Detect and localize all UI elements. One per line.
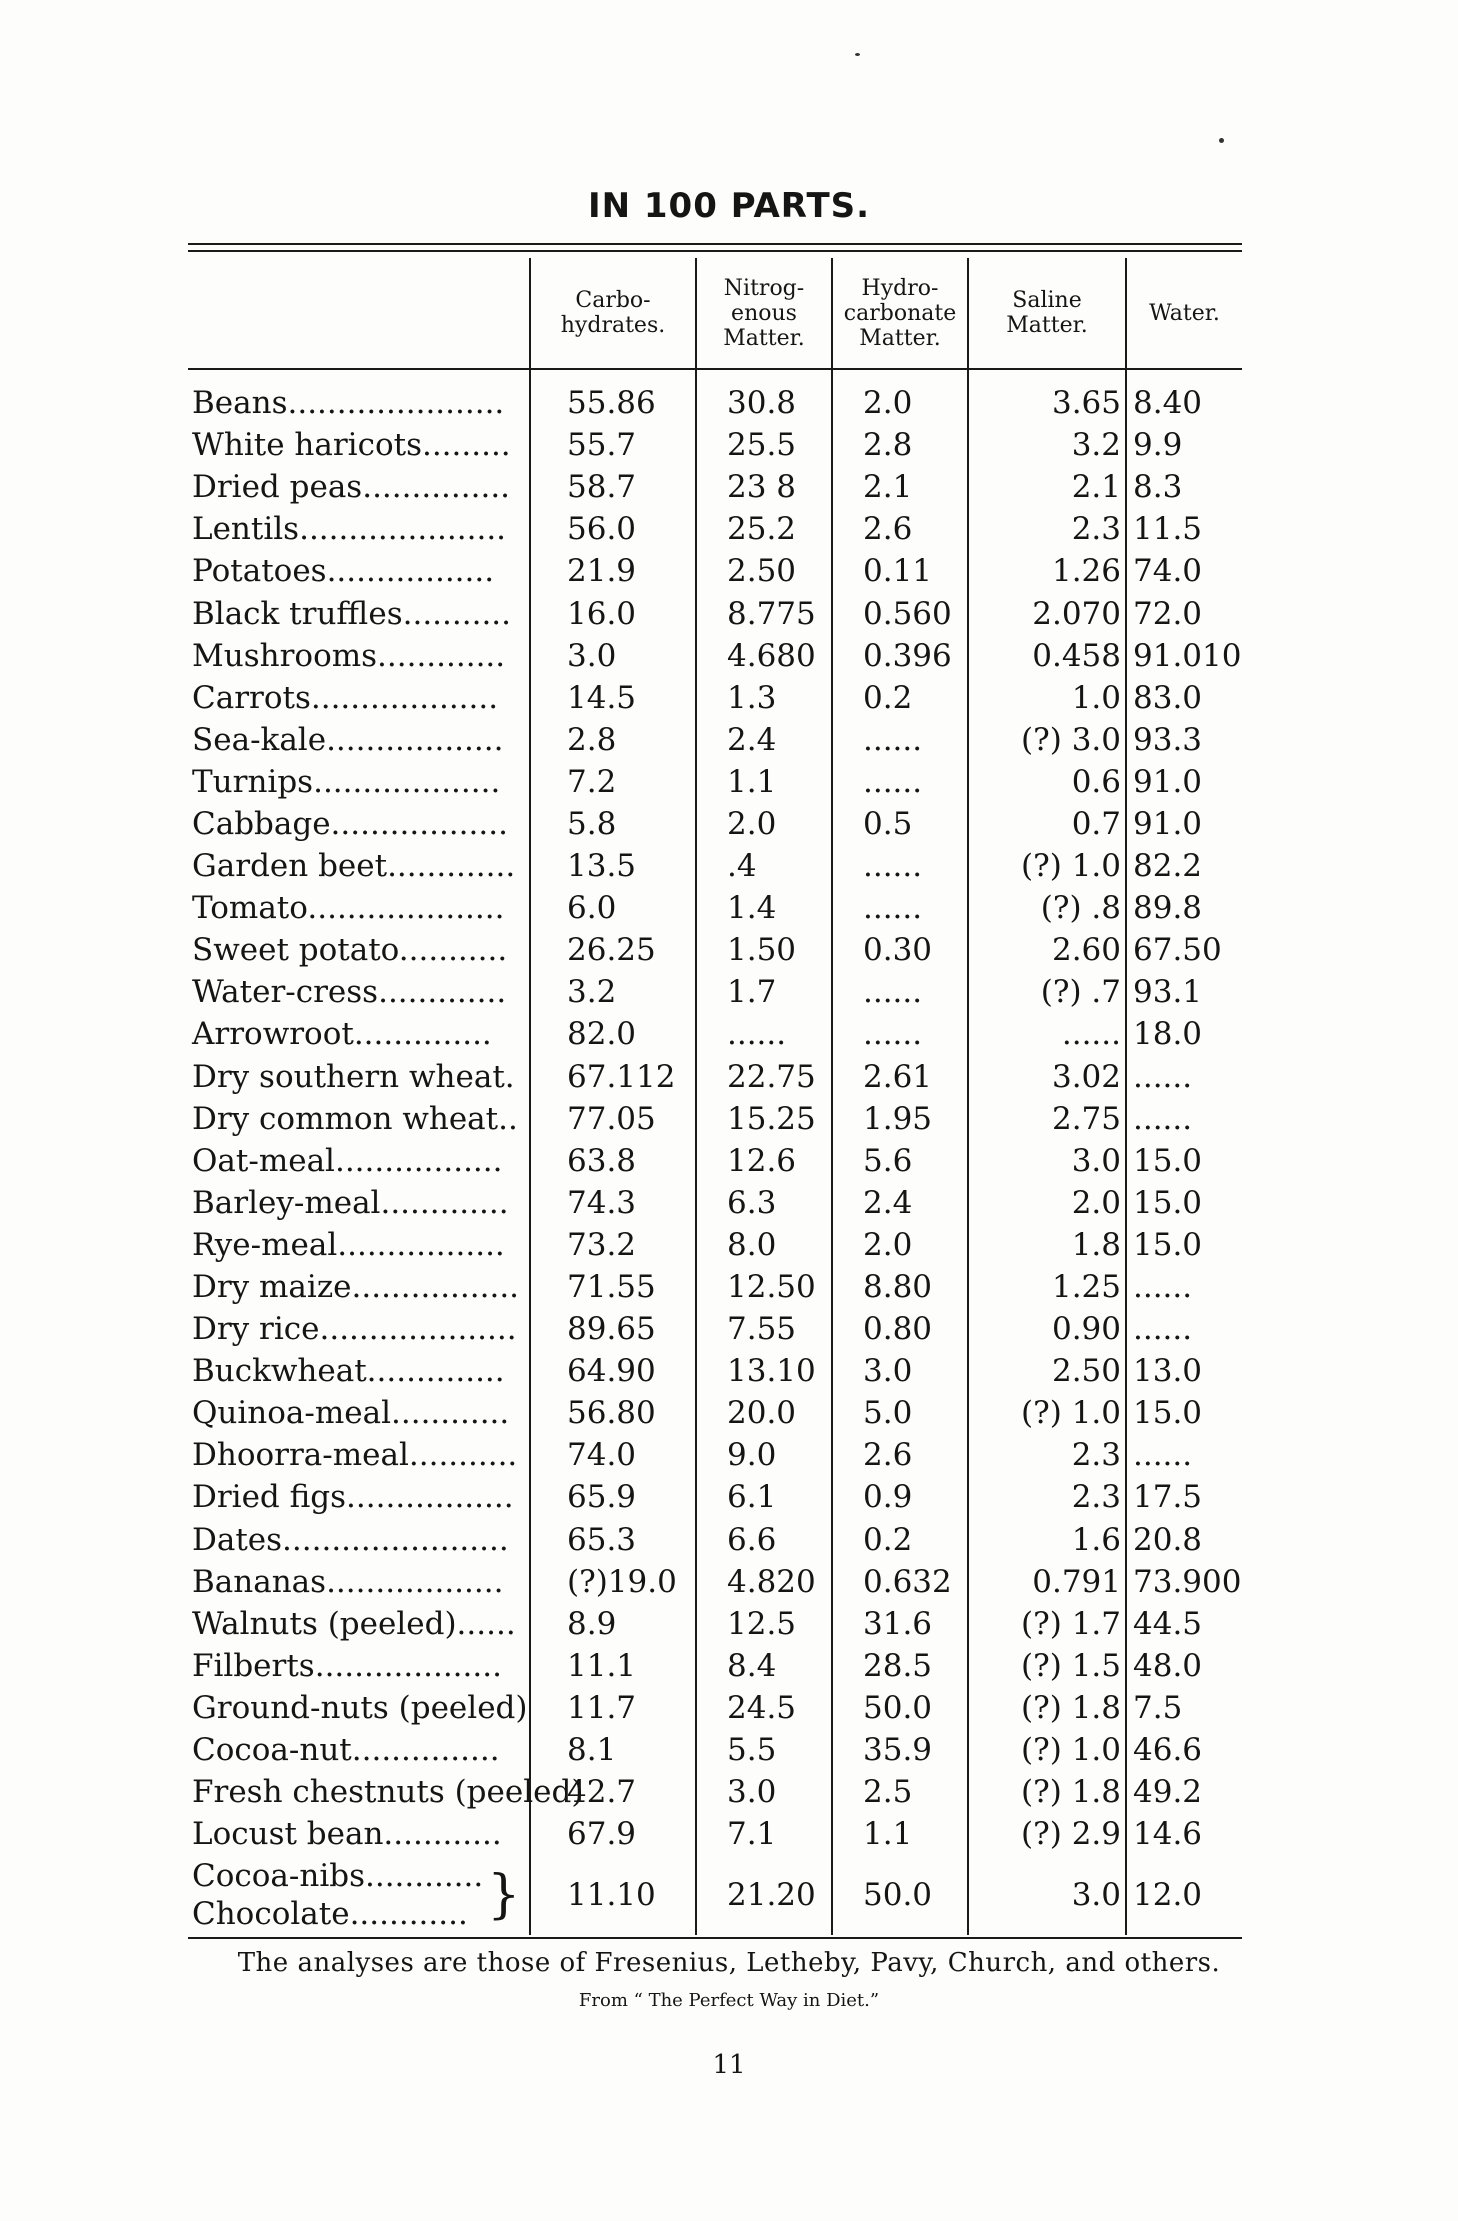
cell-hydrocarbonate: ...... — [832, 887, 968, 929]
table-row — [188, 1224, 1242, 1266]
cell-hydrocarbonate: 1.1 — [832, 1813, 968, 1855]
cell-carbohydrates: 3.0 — [530, 635, 696, 677]
cell-water: 72.0 — [1126, 592, 1242, 634]
cell-carbohydrates: 8.9 — [530, 1603, 696, 1645]
food-name: Buckwheat.............. — [192, 1353, 505, 1390]
table-row-cocoa-nibs-chocolate — [188, 1855, 1242, 1935]
cell-carbohydrates: 6.0 — [530, 887, 696, 929]
bottom-rule — [188, 1937, 1242, 1939]
table-body — [188, 369, 1242, 1935]
cell-saline: 3.65 — [968, 369, 1126, 424]
header-carbohydrates: Carbo-hydrates. — [530, 258, 696, 369]
cell-hydrocarbonate: 5.6 — [832, 1140, 968, 1182]
print-speck — [1219, 138, 1224, 143]
cell-hydrocarbonate: 2.0 — [832, 369, 968, 424]
food-name: Locust bean............ — [192, 1816, 502, 1853]
table-row — [188, 1771, 1242, 1813]
cell-saline: ...... — [968, 1013, 1126, 1055]
cell-saline: 1.26 — [968, 550, 1126, 592]
cell-water: 93.1 — [1126, 971, 1242, 1013]
cell-carbohydrates: 63.8 — [530, 1140, 696, 1182]
table-row — [188, 1476, 1242, 1518]
cell-saline: (?) 1.5 — [968, 1645, 1126, 1687]
cell-nitrogenous: 6.3 — [696, 1182, 832, 1224]
cell-nitrogenous: 6.6 — [696, 1519, 832, 1561]
food-name: Dry common wheat.. — [192, 1100, 518, 1137]
table-row — [188, 845, 1242, 887]
cell-nitrogenous: 1.1 — [696, 761, 832, 803]
table-row — [188, 971, 1242, 1013]
table-row — [188, 1056, 1242, 1098]
cell-carbohydrates: 56.80 — [530, 1392, 696, 1434]
cell-hydrocarbonate: 0.80 — [832, 1308, 968, 1350]
food-name: Dry rice.................... — [192, 1311, 517, 1348]
table-row — [188, 1645, 1242, 1687]
food-name: Carrots................... — [192, 679, 499, 716]
cell-carbohydrates: 74.3 — [530, 1182, 696, 1224]
header-saline: Saline Matter. — [968, 258, 1126, 369]
cell-water: 15.0 — [1126, 1182, 1242, 1224]
cell-hydrocarbonate: 2.1 — [832, 466, 968, 508]
cell-hydrocarbonate: 0.2 — [832, 1519, 968, 1561]
cell-saline: 3.0 — [968, 1140, 1126, 1182]
cell-water: 15.0 — [1126, 1140, 1242, 1182]
cell-nitrogenous: 21.20 — [696, 1855, 832, 1935]
cell-water: 91.0 — [1126, 803, 1242, 845]
cell-hydrocarbonate: 0.560 — [832, 592, 968, 634]
cell-saline: 3.2 — [968, 424, 1126, 466]
cell-carbohydrates: 11.10 — [530, 1855, 696, 1935]
cell-saline: 0.458 — [968, 635, 1126, 677]
food-name: Filberts................... — [192, 1647, 502, 1684]
cell-carbohydrates: 67.112 — [530, 1056, 696, 1098]
food-name: Walnuts (peeled)...... — [192, 1605, 516, 1642]
cell-water: ...... — [1126, 1266, 1242, 1308]
cell-water: 83.0 — [1126, 677, 1242, 719]
cell-carbohydrates: 55.7 — [530, 424, 696, 466]
cell-water: 91.0 — [1126, 761, 1242, 803]
table-row — [188, 1140, 1242, 1182]
cell-hydrocarbonate: 2.61 — [832, 1056, 968, 1098]
food-name: Bananas.................. — [192, 1563, 504, 1600]
food-name: Ground-nuts (peeled) — [192, 1689, 528, 1726]
cell-hydrocarbonate: 0.9 — [832, 1476, 968, 1518]
food-name: Dry southern wheat. — [192, 1058, 515, 1095]
cell-nitrogenous: 12.50 — [696, 1266, 832, 1308]
cell-carbohydrates: 73.2 — [530, 1224, 696, 1266]
cell-saline: 2.3 — [968, 1434, 1126, 1476]
cell-water: ...... — [1126, 1056, 1242, 1098]
food-name: Dry maize................. — [192, 1269, 520, 1306]
cell-water: 74.0 — [1126, 550, 1242, 592]
cell-nitrogenous: 23 8 — [696, 466, 832, 508]
cell-nitrogenous: 24.5 — [696, 1687, 832, 1729]
table-row — [188, 1519, 1242, 1561]
page-number: 11 — [712, 2050, 746, 2080]
food-name: Oat-meal................. — [192, 1142, 503, 1179]
food-name: Cabbage.................. — [192, 805, 508, 842]
cell-water: 14.6 — [1126, 1813, 1242, 1855]
nutrition-table — [188, 258, 1242, 1935]
cell-carbohydrates: 11.1 — [530, 1645, 696, 1687]
food-name: Black truffles........... — [192, 595, 512, 632]
cell-carbohydrates: 42.7 — [530, 1771, 696, 1813]
cell-water: 17.5 — [1126, 1476, 1242, 1518]
food-name: Garden beet............. — [192, 848, 516, 885]
table-row — [188, 550, 1242, 592]
cell-saline: 1.8 — [968, 1224, 1126, 1266]
cell-water: 89.8 — [1126, 887, 1242, 929]
cell-saline: (?) 1.0 — [968, 1729, 1126, 1771]
top-double-rule-upper — [188, 243, 1242, 245]
table-row — [188, 1813, 1242, 1855]
food-name: Barley-meal............. — [192, 1184, 509, 1221]
cell-saline: (?) 1.8 — [968, 1687, 1126, 1729]
cell-carbohydrates: 16.0 — [530, 592, 696, 634]
cell-nitrogenous: 2.50 — [696, 550, 832, 592]
cell-nitrogenous: 25.2 — [696, 508, 832, 550]
table-row — [188, 1561, 1242, 1603]
table-row — [188, 887, 1242, 929]
table-row — [188, 929, 1242, 971]
cell-hydrocarbonate: 31.6 — [832, 1603, 968, 1645]
food-name: White haricots......... — [192, 427, 511, 464]
table-row — [188, 719, 1242, 761]
cell-nitrogenous: 25.5 — [696, 424, 832, 466]
table-row — [188, 1013, 1242, 1055]
cell-water: ...... — [1126, 1098, 1242, 1140]
cell-saline: 2.0 — [968, 1182, 1126, 1224]
cell-hydrocarbonate: 0.632 — [832, 1561, 968, 1603]
cell-carbohydrates: 56.0 — [530, 508, 696, 550]
cell-carbohydrates: 26.25 — [530, 929, 696, 971]
cell-carbohydrates: 74.0 — [530, 1434, 696, 1476]
cell-carbohydrates: 65.3 — [530, 1519, 696, 1561]
cell-water: 67.50 — [1126, 929, 1242, 971]
cell-nitrogenous: 5.5 — [696, 1729, 832, 1771]
cell-carbohydrates: 5.8 — [530, 803, 696, 845]
cell-nitrogenous: 3.0 — [696, 1771, 832, 1813]
cell-carbohydrates: 67.9 — [530, 1813, 696, 1855]
cell-saline: 2.3 — [968, 1476, 1126, 1518]
cell-saline: 1.6 — [968, 1519, 1126, 1561]
food-name: Dhoorra-meal........... — [192, 1437, 518, 1474]
food-name: Cocoa-nut............... — [192, 1732, 500, 1769]
table-row — [188, 466, 1242, 508]
cell-saline: 0.6 — [968, 761, 1126, 803]
cell-nitrogenous: 8.775 — [696, 592, 832, 634]
cell-water: ...... — [1126, 1434, 1242, 1476]
table-row — [188, 1392, 1242, 1434]
cell-saline: (?) .7 — [968, 971, 1126, 1013]
cell-nitrogenous: 30.8 — [696, 369, 832, 424]
cell-hydrocarbonate: 2.0 — [832, 1224, 968, 1266]
cell-hydrocarbonate: 5.0 — [832, 1392, 968, 1434]
cell-saline: (?) 1.0 — [968, 845, 1126, 887]
food-name: Dried figs................. — [192, 1479, 514, 1516]
cell-water: 44.5 — [1126, 1603, 1242, 1645]
cell-carbohydrates: 2.8 — [530, 719, 696, 761]
cell-saline: 2.3 — [968, 508, 1126, 550]
header-hydrocarbonate: Hydro-carbonate Matter. — [832, 258, 968, 369]
cell-saline: 0.7 — [968, 803, 1126, 845]
cell-hydrocarbonate: 50.0 — [832, 1687, 968, 1729]
cell-saline: (?) 1.7 — [968, 1603, 1126, 1645]
cell-water: 15.0 — [1126, 1224, 1242, 1266]
cell-nitrogenous: 7.1 — [696, 1813, 832, 1855]
cell-hydrocarbonate: 0.396 — [832, 635, 968, 677]
cell-water: 8.40 — [1126, 369, 1242, 424]
cell-saline: 3.0 — [968, 1855, 1126, 1935]
cell-nitrogenous: 1.7 — [696, 971, 832, 1013]
cell-hydrocarbonate: 3.0 — [832, 1350, 968, 1392]
page-title: IN 100 PARTS. — [587, 186, 871, 226]
cell-nitrogenous: 22.75 — [696, 1056, 832, 1098]
cell-water: 9.9 — [1126, 424, 1242, 466]
food-name-merged — [188, 1855, 530, 1935]
brace-symbol: } — [487, 1865, 521, 1926]
cell-hydrocarbonate: 2.6 — [832, 508, 968, 550]
cell-nitrogenous: .4 — [696, 845, 832, 887]
cell-carbohydrates: 7.2 — [530, 761, 696, 803]
cell-water: 82.2 — [1126, 845, 1242, 887]
food-name: Rye-meal................. — [192, 1226, 505, 1263]
cell-carbohydrates: 64.90 — [530, 1350, 696, 1392]
cell-water: 73.900 — [1126, 1561, 1242, 1603]
table-row — [188, 1603, 1242, 1645]
cell-water: 15.0 — [1126, 1392, 1242, 1434]
cell-water: 93.3 — [1126, 719, 1242, 761]
cell-water: 11.5 — [1126, 508, 1242, 550]
cell-carbohydrates: 3.2 — [530, 971, 696, 1013]
table-row — [188, 1350, 1242, 1392]
cell-saline: 2.1 — [968, 466, 1126, 508]
cell-hydrocarbonate: ...... — [832, 761, 968, 803]
cell-hydrocarbonate: 2.5 — [832, 1771, 968, 1813]
food-name-cocoa-nibs: Cocoa-nibs............ — [192, 1858, 484, 1895]
table-header-row — [188, 258, 1242, 369]
cell-carbohydrates: 14.5 — [530, 677, 696, 719]
cell-nitrogenous: 12.5 — [696, 1603, 832, 1645]
cell-saline: 3.02 — [968, 1056, 1126, 1098]
cell-hydrocarbonate: 50.0 — [832, 1855, 968, 1935]
cell-saline: 0.90 — [968, 1308, 1126, 1350]
cell-saline: (?) 1.0 — [968, 1392, 1126, 1434]
table-row — [188, 1687, 1242, 1729]
cell-water: 46.6 — [1126, 1729, 1242, 1771]
cell-carbohydrates: 65.9 — [530, 1476, 696, 1518]
cell-nitrogenous: 4.820 — [696, 1561, 832, 1603]
food-name: Mushrooms............. — [192, 637, 506, 674]
cell-hydrocarbonate: 2.6 — [832, 1434, 968, 1476]
cell-nitrogenous: 6.1 — [696, 1476, 832, 1518]
table-row — [188, 677, 1242, 719]
table-row — [188, 1182, 1242, 1224]
cell-hydrocarbonate: 0.30 — [832, 929, 968, 971]
cell-nitrogenous: ...... — [696, 1013, 832, 1055]
cell-nitrogenous: 4.680 — [696, 635, 832, 677]
cell-water: 20.8 — [1126, 1519, 1242, 1561]
cell-saline: (?) 2.9 — [968, 1813, 1126, 1855]
analyses-note: The analyses are those of Fresenius, Letheby, Pavy, Church, and others. — [237, 1948, 1221, 1978]
cell-carbohydrates: 55.86 — [530, 369, 696, 424]
food-name-chocolate: Chocolate............ — [192, 1896, 468, 1933]
table-row — [188, 803, 1242, 845]
cell-nitrogenous: 13.10 — [696, 1350, 832, 1392]
cell-nitrogenous: 2.4 — [696, 719, 832, 761]
cell-saline: 0.791 — [968, 1561, 1126, 1603]
header-food — [188, 258, 530, 369]
table-row — [188, 761, 1242, 803]
food-name: Water-cress............. — [192, 974, 507, 1011]
source-citation: From “ The Perfect Way in Diet.” — [578, 1990, 880, 2011]
cell-nitrogenous: 8.4 — [696, 1645, 832, 1687]
cell-carbohydrates: 71.55 — [530, 1266, 696, 1308]
cell-carbohydrates: 77.05 — [530, 1098, 696, 1140]
cell-nitrogenous: 9.0 — [696, 1434, 832, 1476]
header-nitrogenous: Nitrog-enous Matter. — [696, 258, 832, 369]
food-name: Dried peas............... — [192, 469, 511, 506]
cell-water: 91.010 — [1126, 635, 1242, 677]
cell-carbohydrates: 11.7 — [530, 1687, 696, 1729]
cell-nitrogenous: 1.50 — [696, 929, 832, 971]
cell-carbohydrates: (?)19.0 — [530, 1561, 696, 1603]
cell-hydrocarbonate: ...... — [832, 845, 968, 887]
cell-water: 48.0 — [1126, 1645, 1242, 1687]
table-row — [188, 592, 1242, 634]
cell-carbohydrates: 82.0 — [530, 1013, 696, 1055]
cell-hydrocarbonate: 2.8 — [832, 424, 968, 466]
cell-nitrogenous: 2.0 — [696, 803, 832, 845]
cell-saline: (?) .8 — [968, 887, 1126, 929]
cell-water: 18.0 — [1126, 1013, 1242, 1055]
table-row — [188, 1729, 1242, 1771]
cell-water: 49.2 — [1126, 1771, 1242, 1813]
cell-hydrocarbonate: 8.80 — [832, 1266, 968, 1308]
cell-hydrocarbonate: 1.95 — [832, 1098, 968, 1140]
cell-hydrocarbonate: 0.5 — [832, 803, 968, 845]
cell-water: 12.0 — [1126, 1855, 1242, 1935]
table-row — [188, 635, 1242, 677]
food-name: Quinoa-meal............ — [192, 1395, 510, 1432]
food-name: Lentils..................... — [192, 511, 507, 548]
food-name: Dates....................... — [192, 1521, 509, 1558]
cell-water: 8.3 — [1126, 466, 1242, 508]
cell-hydrocarbonate: 35.9 — [832, 1729, 968, 1771]
cell-nitrogenous: 20.0 — [696, 1392, 832, 1434]
table-row — [188, 508, 1242, 550]
cell-saline: (?) 1.8 — [968, 1771, 1126, 1813]
cell-saline: 1.0 — [968, 677, 1126, 719]
table-row — [188, 369, 1242, 424]
food-name: Fresh chestnuts (peeled) — [192, 1774, 584, 1811]
cell-saline: 2.070 — [968, 592, 1126, 634]
table-row — [188, 1098, 1242, 1140]
cell-carbohydrates: 21.9 — [530, 550, 696, 592]
cell-water: ...... — [1126, 1308, 1242, 1350]
cell-hydrocarbonate: ...... — [832, 1013, 968, 1055]
food-name: Sea-kale.................. — [192, 721, 504, 758]
food-name: Turnips................... — [192, 763, 501, 800]
table-row — [188, 1434, 1242, 1476]
cell-saline: 2.75 — [968, 1098, 1126, 1140]
table-row — [188, 1308, 1242, 1350]
cell-nitrogenous: 1.3 — [696, 677, 832, 719]
cell-hydrocarbonate: 0.2 — [832, 677, 968, 719]
food-name: Tomato.................... — [192, 890, 505, 927]
food-name: Potatoes................. — [192, 553, 495, 590]
cell-saline: 2.60 — [968, 929, 1126, 971]
cell-saline: 1.25 — [968, 1266, 1126, 1308]
cell-carbohydrates: 8.1 — [530, 1729, 696, 1771]
cell-hydrocarbonate: 0.11 — [832, 550, 968, 592]
header-water: Water. — [1126, 258, 1242, 369]
food-name: Sweet potato........... — [192, 932, 508, 969]
cell-nitrogenous: 15.25 — [696, 1098, 832, 1140]
cell-saline: 2.50 — [968, 1350, 1126, 1392]
food-name: Beans...................... — [192, 385, 505, 422]
cell-water: 7.5 — [1126, 1687, 1242, 1729]
top-double-rule-lower — [188, 250, 1242, 252]
print-speck — [855, 53, 860, 56]
table-row — [188, 1266, 1242, 1308]
food-name: Arrowroot.............. — [192, 1016, 492, 1053]
cell-carbohydrates: 13.5 — [530, 845, 696, 887]
cell-nitrogenous: 8.0 — [696, 1224, 832, 1266]
cell-saline: (?) 3.0 — [968, 719, 1126, 761]
cell-hydrocarbonate: 28.5 — [832, 1645, 968, 1687]
cell-nitrogenous: 12.6 — [696, 1140, 832, 1182]
cell-hydrocarbonate: 2.4 — [832, 1182, 968, 1224]
cell-nitrogenous: 1.4 — [696, 887, 832, 929]
cell-carbohydrates: 58.7 — [530, 466, 696, 508]
table-row — [188, 424, 1242, 466]
cell-hydrocarbonate: ...... — [832, 719, 968, 761]
cell-hydrocarbonate: ...... — [832, 971, 968, 1013]
cell-carbohydrates: 89.65 — [530, 1308, 696, 1350]
cell-nitrogenous: 7.55 — [696, 1308, 832, 1350]
cell-water: 13.0 — [1126, 1350, 1242, 1392]
